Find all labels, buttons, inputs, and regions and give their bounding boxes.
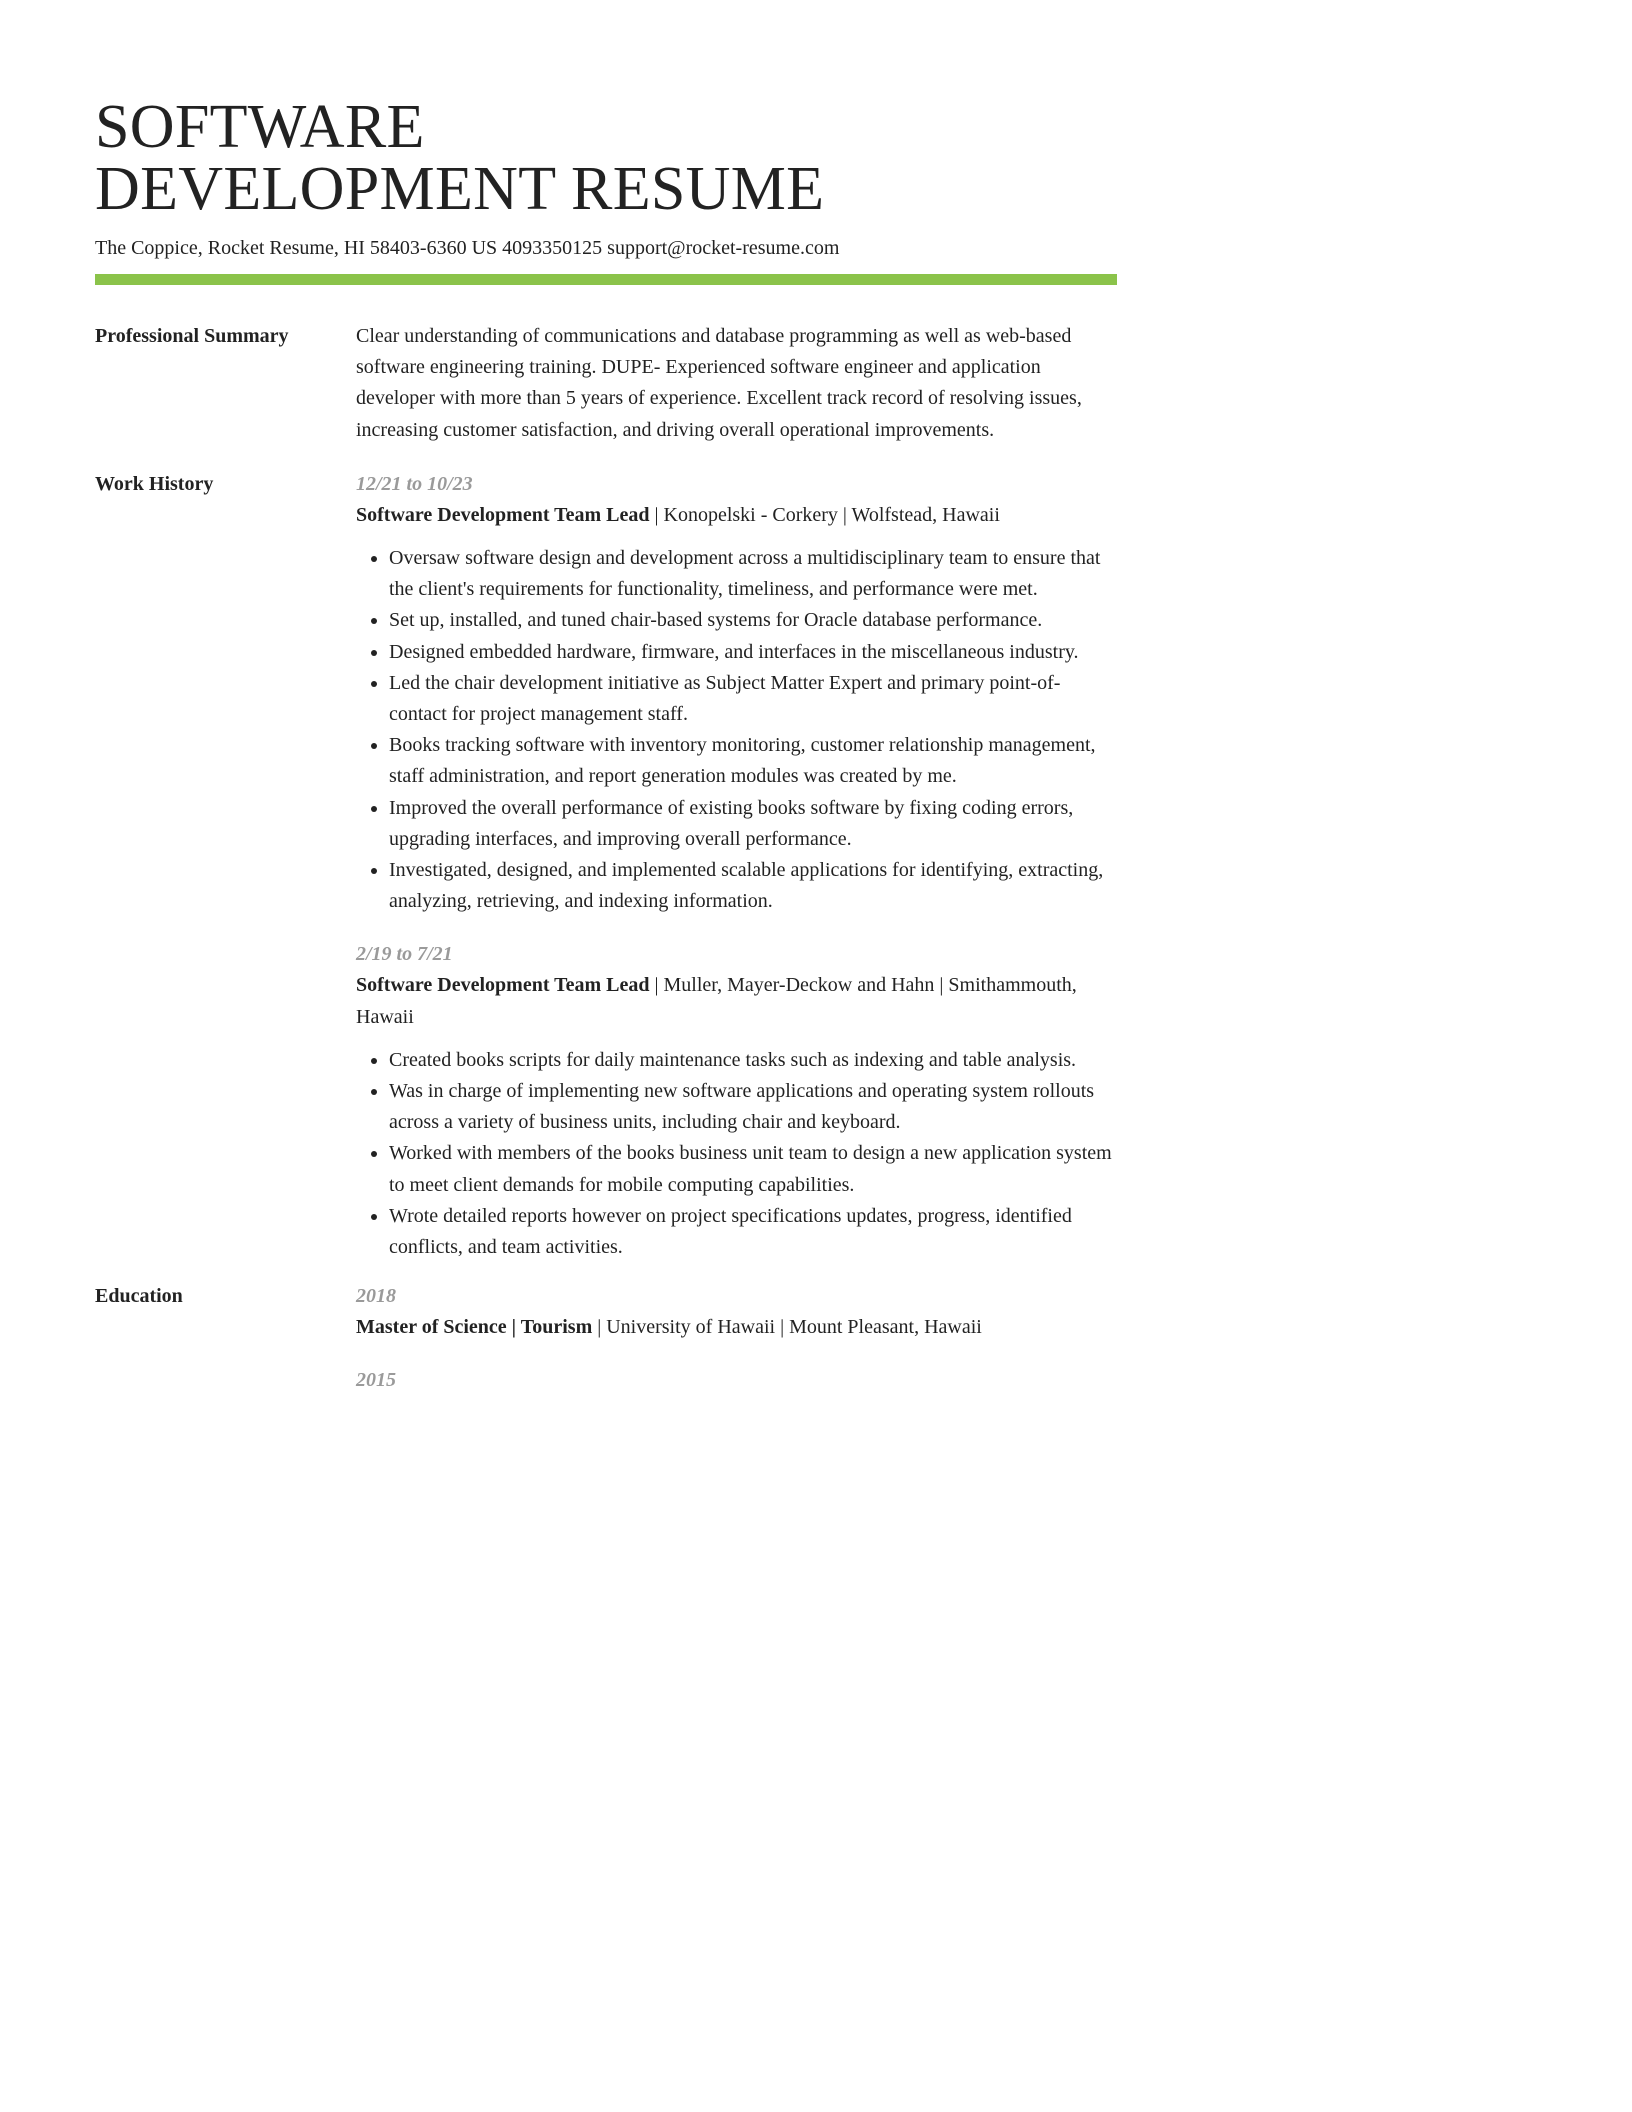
education-heading <box>356 1312 1117 1343</box>
job-details: | Muller, Mayer-Deckow and Hahn | Smithammouth, Hawaii <box>356 974 1077 1028</box>
education-degree: Master of Science | Tourism <box>356 1316 593 1339</box>
job-heading <box>356 500 1117 531</box>
section-label-work: Work History <box>95 472 214 495</box>
education-year: 2015 <box>356 1369 396 1392</box>
resume-title <box>95 93 1117 223</box>
resume-title-line-1: SOFTWARE <box>95 93 425 161</box>
education-body <box>356 1281 1117 1396</box>
resume-page <box>95 93 1117 1396</box>
education-entry <box>356 1365 1117 1396</box>
job-bullet: • Designed embedded hardware, firmware, and interfaces in the miscellaneous industry. <box>389 637 1117 668</box>
resume-title-line-2: DEVELOPMENT RESUME <box>95 155 825 223</box>
job-entry <box>356 939 1117 1263</box>
job-entry <box>356 469 1117 918</box>
job-bullet: • Was in charge of implementing new software applications and operating system rollouts across a variety of business units, including chair and keyboard. <box>389 1076 1117 1138</box>
job-bullet: • Created books scripts for daily maintenance tasks such as indexing and table analysis. <box>389 1045 1117 1076</box>
job-heading <box>356 970 1117 1032</box>
section-label-education: Education <box>95 1285 183 1308</box>
job-details: | Konopelski - Corkery | Wolfstead, Hawaii <box>649 503 1000 526</box>
job-bullet: • Led the chair development initiative as Subject Matter Expert and primary point-of-contact for project management staff. <box>389 668 1117 730</box>
job-bullet: • Worked with members of the books business unit team to design a new application system to meet client demands for mobile computing capabilities. <box>389 1138 1117 1200</box>
job-bullets <box>356 543 1117 917</box>
job-title: Software Development Team Lead <box>356 974 650 997</box>
education-entry <box>356 1281 1117 1343</box>
accent-divider <box>95 274 1117 285</box>
job-bullet: • Investigated, designed, and implemented scalable applications for identifying, extracting, analyzing, retrieving, and indexing information. <box>389 855 1117 917</box>
education-year: 2018 <box>356 1285 396 1308</box>
work-history-body <box>356 469 1117 1263</box>
job-bullet: • Set up, installed, and tuned chair-based systems for Oracle database performance. <box>389 605 1117 636</box>
job-bullet: • Books tracking software with inventory monitoring, customer relationship management, staff administration, and report generation modules was created by me. <box>389 730 1117 792</box>
education-section <box>95 1281 1117 1396</box>
summary-text: Clear understanding of communications and database programming as well as web-based software engineering training. DUPE- Experienced software engineer and application developer with more than 5 years of experience. Excellent track record of resolving issues, increasing customer satisfaction, and driving overall operational improvements. <box>356 325 1082 441</box>
work-history-section <box>95 469 1117 1263</box>
education-details: | University of Hawaii | Mount Pleasant, Hawaii <box>592 1316 982 1339</box>
job-title: Software Development Team Lead <box>356 503 650 526</box>
job-bullet: • Improved the overall performance of existing books software by fixing coding errors, upgrading interfaces, and improving overall performance. <box>389 793 1117 855</box>
job-bullet: • Oversaw software design and development across a multidisciplinary team to ensure that the client's requirements for functionality, timeliness, and performance were met. <box>389 543 1117 605</box>
contact-line: The Coppice, Rocket Resume, HI 58403-6360 US 4093350125 support@rocket-resume.com <box>95 237 840 259</box>
professional-summary-section <box>95 321 1117 446</box>
section-label-summary: Professional Summary <box>95 325 289 347</box>
job-dates: 2/19 to 7/21 <box>356 943 453 966</box>
job-bullet: • Wrote detailed reports however on project specifications updates, progress, identified conflicts, and team activities. <box>389 1201 1117 1263</box>
job-bullets <box>356 1045 1117 1263</box>
job-dates: 12/21 to 10/23 <box>356 472 473 495</box>
